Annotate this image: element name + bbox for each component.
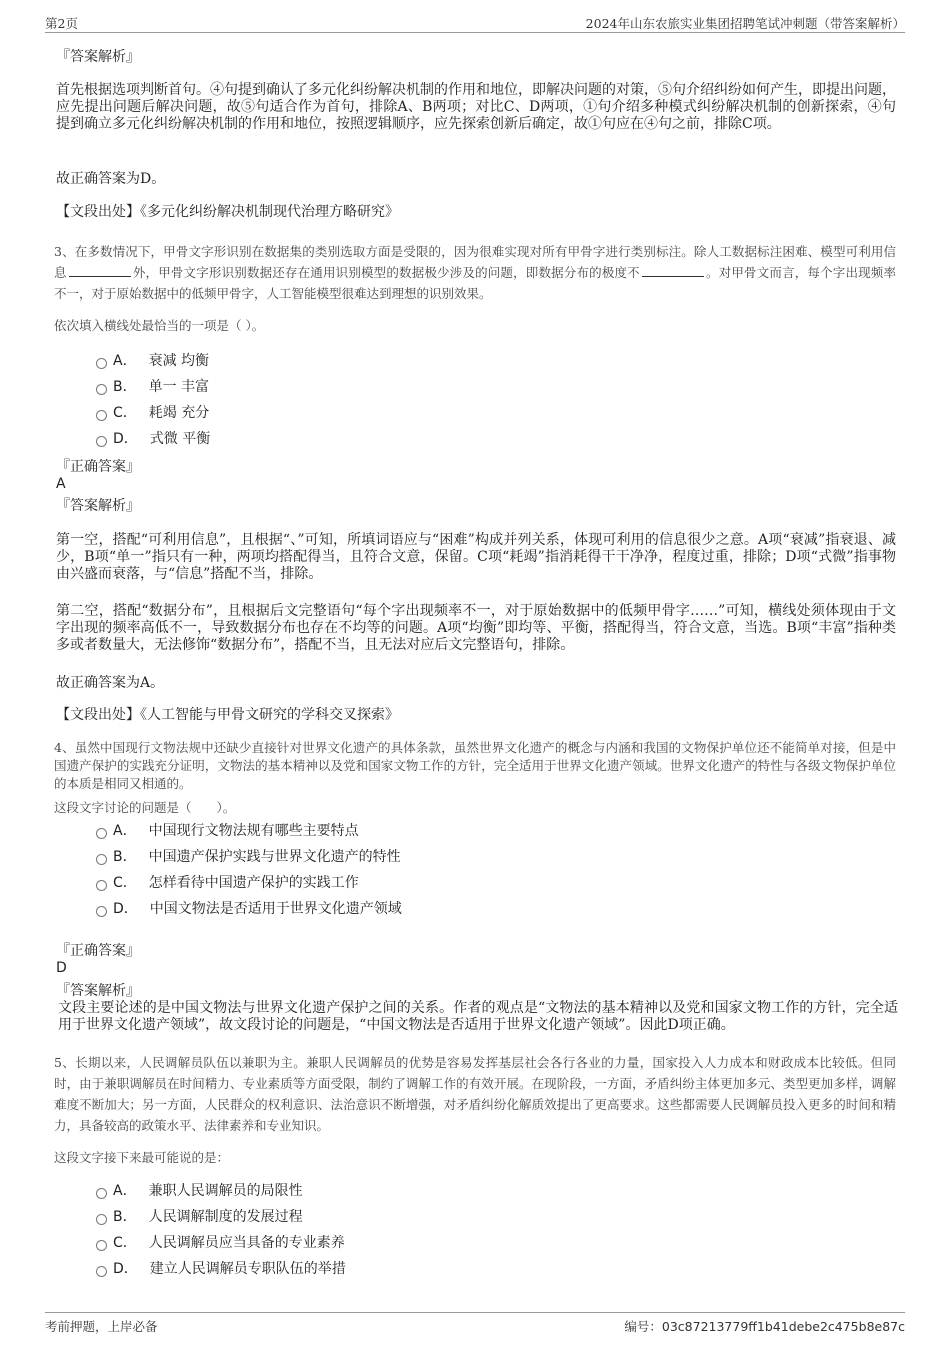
- q2-source: 【文段出处】《多元化纠纷解决机制现代治理方略研究》: [56, 204, 399, 220]
- q3-question-text: 3、在多数情况下，甲骨文字形识别在数据集的类别选取方面是受限的，因为很难实现对所有甲骨字进行类别标注。除人工数据标注困难、模型可利用信息 外，甲骨文字形识别数据还存在通用识别模型的数据极少涉及的问题，即数据分布的极度不 。对甲骨文而言，每个字出现频率不一，对于原始数据中的低频甲骨字，人工智能模型很难达到理想的识别效果。: [54, 244, 896, 301]
- q3-option-b[interactable]: B． 单一 丰富: [96, 374, 210, 400]
- footer-slogan: 考前押题，上岸必备: [45, 1319, 158, 1334]
- q3-answer: A: [56, 476, 66, 492]
- q4-prompt: 这段文字讨论的问题是（ ）。: [54, 800, 236, 815]
- page-header: [45, 12, 905, 33]
- q4-option-c[interactable]: C． 怎样看待中国遗产保护的实践工作: [96, 870, 402, 896]
- radio-icon[interactable]: [96, 828, 107, 839]
- q3-blank-2: [642, 264, 704, 277]
- q4-option-d[interactable]: D． 中国文物法是否适用于世界文化遗产领域: [96, 896, 402, 922]
- q5-option-a[interactable]: A． 兼职人民调解员的局限性: [96, 1178, 346, 1204]
- q5-option-d[interactable]: D． 建立人民调解员专职队伍的举措: [96, 1256, 346, 1282]
- page-number: 第2页: [45, 16, 78, 31]
- radio-icon[interactable]: [96, 1214, 107, 1225]
- radio-icon[interactable]: [96, 1188, 107, 1199]
- radio-icon[interactable]: [96, 1240, 107, 1251]
- q2-analysis: 首先根据选项判断首句。④句提到确认了多元化纠纷解决机制的作用和地位，即解决问题的对策，⑤句介绍纠纷如何产生，即提出问题，应先提出问题后解决问题，故⑤句适合作为首句，排除A、B两项；对比C、D两项，①句介绍多种模式纠纷解决机制的创新探索，④句提到确立多元化纠纷解决机制的作用和地位，按照逻辑顺序，应先探索创新后确定，故①句应在④句之前，排除C项。: [56, 82, 896, 132]
- q4-answer: D: [56, 960, 67, 976]
- q3-option-a[interactable]: A． 衰减 均衡: [96, 348, 210, 374]
- q3-prompt: 依次填入横线处最恰当的一项是（ ）。: [54, 318, 265, 333]
- radio-icon[interactable]: [96, 358, 107, 369]
- q3-analysis-1: 第一空，搭配“可利用信息”，且根据“、”可知，所填词语应与“困难”构成并列关系，体现可利用的信息很少之意。A项“衰减”指衰退、减少，B项“单一”指只有一种，两项均搭配得当，且符合文意，保留。C项“耗竭”指消耗得干干净净，程度过重，排除；D项“式微”指事物由兴盛而衰落，与“信息”搭配不当，排除。: [56, 532, 896, 582]
- q3-analysis-2: 第二空，搭配“数据分布”，且根据后文完整语句“每个字出现频率不一，对于原始数据中的低频甲骨字……”可知，横线处须体现由于文字出现的频率高低不一，导致数据分布也存在不均等的问题。A项“均衡”即均等、平衡，搭配得当，符合文意，当选。B项“丰富”指种类多或者数量大，无法修饰“数据分布”，搭配不当，且无法对应后文完整语句，排除。: [56, 603, 896, 653]
- radio-icon[interactable]: [96, 880, 107, 891]
- radio-icon[interactable]: [96, 410, 107, 421]
- q5-option-b[interactable]: B． 人民调解制度的发展过程: [96, 1204, 346, 1230]
- radio-icon[interactable]: [96, 436, 107, 447]
- radio-icon[interactable]: [96, 854, 107, 865]
- q5-options: [96, 1178, 346, 1282]
- q2-analysis-label: 『答案解析』: [56, 49, 140, 65]
- q4-option-b[interactable]: B． 中国遗产保护实践与世界文化遗产的特性: [96, 844, 402, 870]
- q4-analysis: 文段主要论述的是中国文物法与世界文化遗产保护之间的关系。作者的观点是“文物法的基本精神以及党和国家文物工作的方针，完全适用于世界文化遗产领域”，故文段讨论的问题是，“中国文物法是否适用于世界文化遗产领域”。因此D项正确。: [58, 1000, 898, 1033]
- q4-analysis-label: 『答案解析』: [56, 983, 140, 999]
- q3-answer-label: 『正确答案』: [56, 459, 140, 475]
- q4-option-a[interactable]: A． 中国现行文物法规有哪些主要特点: [96, 818, 402, 844]
- q4-question-text: 4、虽然中国现行文物法规中还缺少直接针对世界文化遗产的具体条款，虽然世界文化遗产的概念与内涵和我国的文物保护单位还不能简单对接，但是中国遗产保护的实践充分证明，文物法的基本精神以及党和国家文物工作的方针，完全适用于世界文化遗产领域。世界文化遗产的特性与各级文物保护单位的本质是相同又相通的。: [54, 740, 896, 791]
- q3-options: [96, 348, 210, 452]
- page-footer: [45, 1312, 905, 1335]
- q3-option-c[interactable]: C． 耗竭 充分: [96, 400, 210, 426]
- q4-options: [96, 818, 402, 922]
- radio-icon[interactable]: [96, 906, 107, 917]
- q5-option-c[interactable]: C． 人民调解员应当具备的专业素养: [96, 1230, 346, 1256]
- document-title: 2024年山东农旅实业集团招聘笔试冲刺题（带答案解析）: [585, 16, 905, 31]
- radio-icon[interactable]: [96, 384, 107, 395]
- q5-prompt: 这段文字接下来最可能说的是：: [54, 1150, 230, 1165]
- q2-conclusion: 故正确答案为D。: [56, 171, 166, 187]
- q5-question-text: 5、长期以来，人民调解员队伍以兼职为主。兼职人民调解员的优势是容易发挥基层社会各行各业的力量，国家投入人力成本和财政成本比较低。但同时，由于兼职调解员在时间精力、专业素质等方面受限，制约了调解工作的有效开展。在现阶段，一方面，矛盾纠纷主体更加多元、类型更加多样，调解难度不断加大；另一方面，人民群众的权利意识、法治意识不断增强，对矛盾纠纷化解质效提出了更高要求。这些都需要人民调解员投入更多的时间和精力，具备较高的政策水平、法律素养和专业知识。: [54, 1055, 896, 1133]
- q3-option-d[interactable]: D． 式微 平衡: [96, 426, 210, 452]
- q3-source: 【文段出处】《人工智能与甲骨文研究的学科交叉探索》: [56, 707, 399, 723]
- radio-icon[interactable]: [96, 1266, 107, 1277]
- q4-answer-label: 『正确答案』: [56, 943, 140, 959]
- footer-code: 编号：03c87213779ff1b41debe2c475b8e87c: [624, 1319, 905, 1334]
- q3-blank-1: [69, 264, 131, 277]
- q3-analysis-label: 『答案解析』: [56, 498, 140, 514]
- q3-conclusion: 故正确答案为A。: [56, 675, 165, 691]
